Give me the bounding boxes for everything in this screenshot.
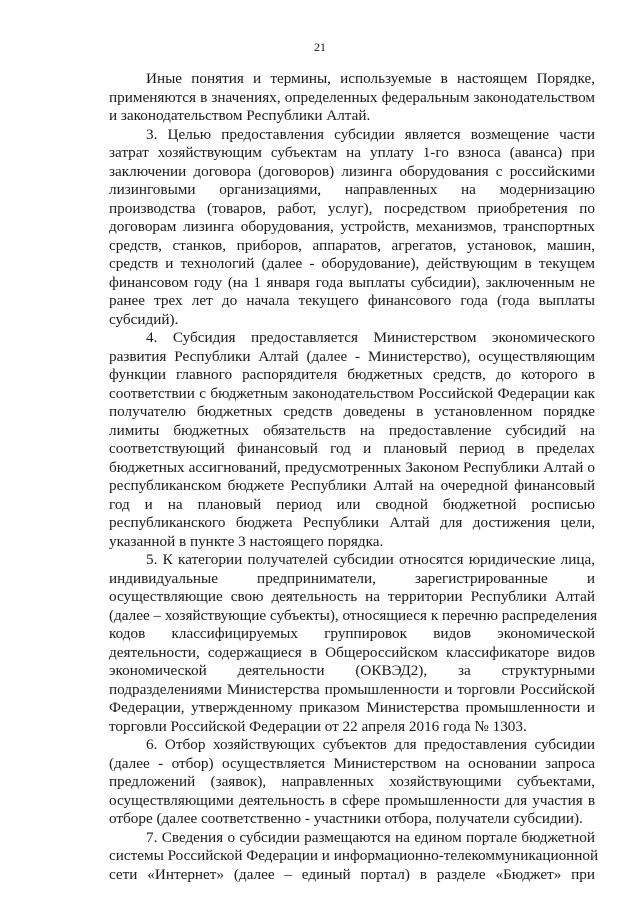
text-line: и законодательством Республики Алтай. xyxy=(109,107,371,124)
text-line: средств и технологий (далее - оборудование), действующим в текущем xyxy=(109,255,595,272)
paragraph xyxy=(109,828,599,885)
text-line: затрат хозяйствующим субъектам на уплату 1-го взноса (аванса) при xyxy=(109,144,595,161)
text-line: 4. Субсидия предоставляется Министерством экономического xyxy=(146,329,595,346)
paragraph xyxy=(109,329,595,551)
text-line: лизинговыми организациями, направленных на модернизацию xyxy=(109,181,595,198)
text-line: индивидуальные предприниматели, зарегистрированные и xyxy=(109,569,595,587)
text-line: Федерации, утвержденному приказом Министерства промышленности и xyxy=(109,699,595,716)
text-line: осуществляющие свою деятельность на территории Республики Алтай xyxy=(109,588,595,605)
text-line: субсидий). xyxy=(109,310,179,328)
text-line: (далее - отбор) осуществляется Министерством на основании запроса xyxy=(109,754,595,772)
text-line: предложений (заявок), направленных хозяйствующими субъектами, xyxy=(109,773,595,790)
text-line: год и на плановый период или сводной бюджетной росписью xyxy=(109,495,595,513)
text-line: заключении договора (договоров) лизинга оборудования с российскими xyxy=(109,162,595,180)
page-number: 21 xyxy=(314,40,326,54)
paragraph xyxy=(109,70,595,126)
text-line: кодов классифицируемых группировок видов экономической xyxy=(109,625,595,642)
text-line: республиканском бюджете Республики Алтай на очередной финансовый xyxy=(109,477,595,494)
document-body xyxy=(109,70,599,884)
text-line: бюджетных ассигнований, предусмотренных Законом Республики Алтай о xyxy=(109,458,595,476)
paragraph xyxy=(109,551,598,736)
text-line: (далее – хозяйствующие субъекты), относящиеся к перечню распределения xyxy=(109,606,598,624)
text-line: 5. К категории получателей субсидии относятся юридические лица, xyxy=(146,551,595,568)
text-line: средств, станков, приборов, аппаратов, агрегатов, установок, машин, xyxy=(109,236,595,254)
text-line: получателю бюджетных средств доведены в установленном порядке xyxy=(109,403,595,420)
text-line: экономической деятельности (ОКВЭД2), за структурными xyxy=(109,662,595,679)
text-line: отборе (далее соответственно - участники отбора, получатели субсидии). xyxy=(109,810,583,827)
paragraph xyxy=(109,736,595,829)
text-line: договорам лизинга оборудования, устройств, механизмов, транспортных xyxy=(109,218,595,235)
text-line: производства (товаров, работ, услуг), посредством приобретения по xyxy=(109,199,595,217)
text-line: применяются в значениях, определенных федеральным законодательством xyxy=(109,88,595,106)
text-line: 7. Сведения о субсидии размещаются на едином портале бюджетной xyxy=(146,828,595,846)
text-line: осуществляющими деятельность в сфере промышленности для участия в xyxy=(109,791,595,809)
text-line: системы Российской Федерации и информационно-телекоммуникационной xyxy=(109,847,599,864)
text-line: 6. Отбор хозяйствующих субъектов для предоставления субсидии xyxy=(146,736,595,753)
text-line: лимиты бюджетных обязательств на предоставление субсидий на xyxy=(109,421,595,439)
text-line: развития Республики Алтай (далее - Министерство), осуществляющим xyxy=(109,347,595,365)
text-line: республиканского бюджета Республики Алтай для достижения цели, xyxy=(109,514,595,531)
text-line: соответствующий финансовый год и плановый период в пределах xyxy=(109,440,595,457)
text-line: Иные понятия и термины, используемые в настоящем Порядке, xyxy=(146,70,595,87)
text-line: сети «Интернет» (далее – единый портал) в разделе «Бюджет» при xyxy=(109,865,595,883)
text-line: соответствии с бюджетным законодательством Российской Федерации как xyxy=(109,384,595,402)
text-line: функции главного распорядителя бюджетных средств, до которого в xyxy=(109,366,595,383)
text-line: 3. Целью предоставления субсидии является возмещение части xyxy=(146,125,595,143)
text-line: деятельности, содержащиеся в Общероссийском классификаторе видов xyxy=(109,643,595,661)
text-line: ранее трех лет до начала текущего финансового года (года выплаты xyxy=(109,292,595,309)
text-line: финансовом году (на 1 января года выплаты субсидии), заключенным не xyxy=(109,273,595,291)
paragraph xyxy=(109,126,595,330)
text-line: указанной в пункте 3 настоящего порядка. xyxy=(109,532,384,550)
text-line: торговли Российской Федерации от 22 апреля 2016 года № 1303. xyxy=(109,717,527,735)
text-line: подразделениями Министерства промышленности и торговли Российской xyxy=(109,680,595,698)
